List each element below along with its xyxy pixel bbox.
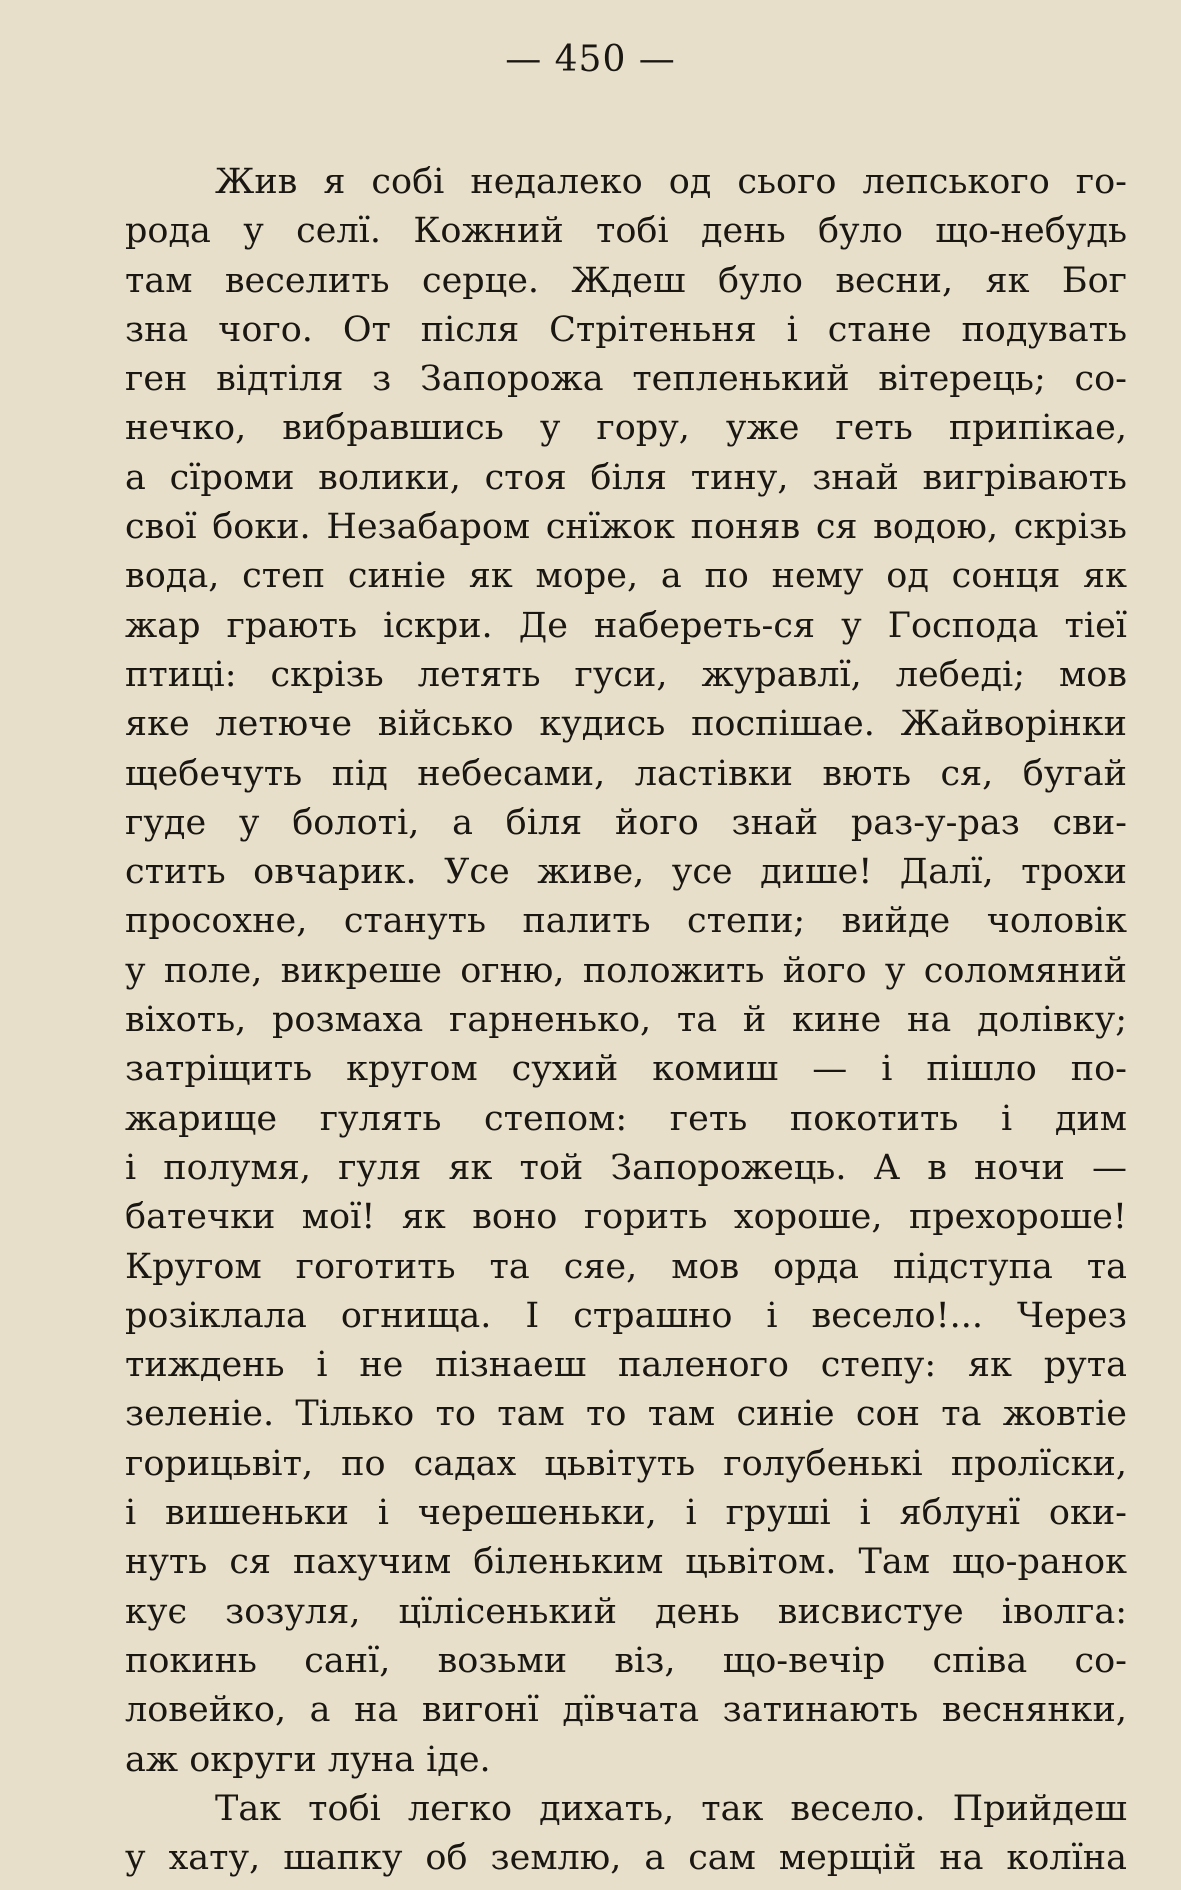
text-line: у хату, шапку об землю, а сам мерщій на колїна <box>125 1838 1127 1879</box>
body-text <box>125 158 1127 1883</box>
text-line: а сїроми волики, стоя біля тину, знай вигрівають <box>125 457 1127 498</box>
text-line: щебечуть під небесами, ластівки вють ся, бугай <box>125 753 1127 794</box>
text-line: Жив я собі недалеко од сього лепського го- <box>215 162 1127 202</box>
text-line: стить овчарик. Усе живе, усе дише! Далї, трохи <box>125 852 1127 893</box>
text-line: розіклала огнища. І страшно і весело!... Через <box>125 1295 1127 1336</box>
text-line: нечко, вибравшись у гору, уже геть припікае, <box>125 408 1127 449</box>
text-line: нуть ся пахучим біленьким цьвітом. Там що-ранок <box>125 1542 1127 1583</box>
text-line: вода, степ синіе як море, а по нему од сонця як <box>125 556 1127 597</box>
text-line: там веселить серце. Ждеш було весни, як Бог <box>125 260 1127 301</box>
text-line: ген відтіля з Запорожа тепленький вітерець; со- <box>125 359 1127 400</box>
text-line: і полумя, гуля як той Запорожець. А в ночи — <box>125 1147 1127 1188</box>
text-line: жар грають іскри. Де набереть-ся у Господа тіеї <box>125 605 1127 646</box>
text-line: просохне, стануть палить степи; вийде чоловік <box>125 901 1127 942</box>
text-line: кує зозуля, цїлісенький день висвистуе іволга: <box>125 1591 1127 1632</box>
text-line: Так тобі легко дихать, так весело. Прийдеш <box>215 1788 1127 1829</box>
text-line: віхоть, розмаха гарненько, та й кине на долівку; <box>125 1000 1127 1041</box>
text-line: ловейко, а на вигонї дївчата затинають веснянки, <box>125 1690 1127 1731</box>
text-line: тиждень і не пізнаеш паленого степу: як рута <box>125 1345 1127 1386</box>
text-line: горицьвіт, по садах цьвітуть голубенькі пролїски, <box>125 1443 1127 1484</box>
text-line: аж округи луна іде. <box>125 1739 491 1780</box>
text-line: рода у селї. Кожний тобі день було що-небудь <box>125 211 1127 252</box>
text-line: жарище гулять степом: геть покотить і дим <box>125 1098 1127 1139</box>
text-line: затріщить кругом сухий комиш — і пішло по- <box>125 1049 1127 1090</box>
text-line: гуде у болоті, а біля його знай раз-у-раз сви- <box>125 802 1127 843</box>
text-line: батечки мої! як воно горить хороше, прехороше! <box>125 1197 1127 1238</box>
text-line: зеленіе. Тілько то там то там синіе сон та жовтіе <box>125 1394 1127 1435</box>
text-line: і вишеньки і черешеньки, і груші і яблунї оки- <box>125 1493 1127 1534</box>
text-line: яке летюче військо кудись поспішае. Жайворінки <box>125 704 1127 745</box>
text-line: Кругом гоготить та сяе, мов орда підступа та <box>125 1246 1127 1287</box>
text-line: у поле, викреше огню, положить його у соломяний <box>125 950 1127 991</box>
text-line: птиці: скрізь летять гуси, журавлї, лебеді; мов <box>125 654 1127 695</box>
text-line: зна чого. От після Стрітеньня і стане подувать <box>125 309 1127 350</box>
text-line: свої боки. Незабаром снїжок поняв ся водою, скрізь <box>125 507 1127 548</box>
text-line: покинь санї, возьми віз, що-вечір співа со- <box>125 1640 1127 1681</box>
page-number: — 450 — <box>505 39 676 80</box>
